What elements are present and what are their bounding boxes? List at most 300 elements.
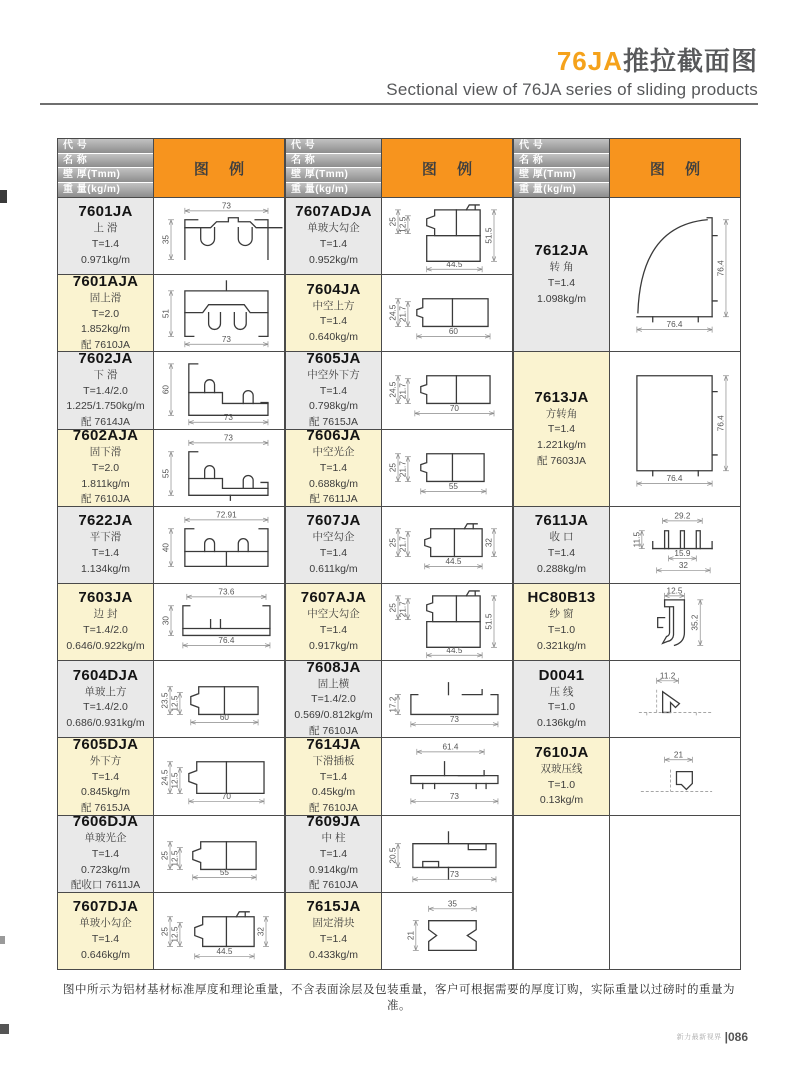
profile-weight: 0.952kg/m [308,253,359,266]
profile-diagram-cell [382,430,512,506]
page-subtitle: Sectional view of 76JA series of sliding products [386,80,758,100]
table-header [514,139,740,197]
legend-header: 图 例 [382,139,512,197]
profile-thickness: T=1.4 [319,847,348,860]
svg-text:12.5: 12.5 [170,695,180,712]
profile-row-7604JA [286,274,512,351]
profile-weight: 1.221kg/m [536,439,587,452]
profile-row-7604DJA [58,660,284,737]
profile-row-7615JA [286,892,512,969]
header-field-labels [58,139,154,197]
profile-diagram [154,198,284,274]
profile-row-7609JA [286,815,512,892]
svg-text:60: 60 [448,327,458,337]
svg-text:73.6: 73.6 [218,587,235,597]
svg-text:55: 55 [448,481,458,491]
profile-info-cell [58,349,154,429]
svg-text:15.9: 15.9 [674,548,691,558]
profile-diagram [382,661,512,737]
profile-diagram [610,198,740,351]
profile-name: 固上滑 [89,291,122,304]
profile-table-group-3 [513,138,741,970]
svg-text:70: 70 [221,792,231,802]
profile-weight: 0.321kg/m [536,639,587,652]
profile-diagram [610,507,740,583]
svg-text:44.5: 44.5 [216,946,233,956]
profile-weight: 0.686/0.931kg/m [66,717,145,730]
profile-diagram [382,507,512,583]
profile-row-7613JA [514,351,740,505]
profile-info-cell [58,198,154,274]
profile-row-7603JA [58,583,284,660]
svg-text:76.4: 76.4 [218,635,235,645]
svg-text:76.4: 76.4 [716,260,726,277]
profile-match-note: 配 7610JA [80,339,131,352]
svg-text:35: 35 [161,234,171,245]
profile-diagram-cell [610,816,740,969]
profile-diagram-cell [154,430,284,506]
svg-text:21: 21 [406,930,416,940]
profile-weight: 0.646kg/m [80,948,131,961]
page-number: |086 [724,1030,748,1044]
profile-weight: 1.852kg/m [80,323,131,336]
svg-text:12.5: 12.5 [398,216,408,233]
profile-diagram-cell [382,893,512,969]
header-field: 壁 厚(Tmm) [286,168,381,183]
svg-text:60: 60 [161,385,171,395]
profile-thickness: T=2.0 [91,307,120,320]
profile-weight: 0.917kg/m [308,639,359,652]
profile-diagram [610,584,740,660]
svg-text:70: 70 [449,404,459,414]
profile-code: 7609JA [306,813,361,831]
profile-match-note: 配 7615JA [308,416,359,429]
profile-spec-table [57,138,741,970]
profile-weight: 0.569/0.812kg/m [294,709,373,722]
profile-info-cell [286,813,382,892]
profile-name: 中空勾企 [312,531,355,544]
profile-diagram-cell [610,352,740,505]
header-field: 代 号 [514,139,609,154]
profile-weight: 0.433kg/m [308,948,359,961]
header-rule [40,103,758,105]
profile-weight: 0.798kg/m [308,400,359,413]
profile-thickness: T=1.4 [547,423,576,436]
profile-code: HC80B13 [527,589,596,607]
profile-weight: 0.611kg/m [309,562,358,575]
svg-text:32: 32 [256,926,266,936]
profile-info-cell [286,275,382,351]
profile-info-cell [514,584,610,660]
svg-text:61.4: 61.4 [442,742,459,752]
profile-name: 固定滑块 [312,917,355,930]
svg-text:51: 51 [161,309,171,319]
svg-text:23.5: 23.5 [160,692,170,709]
profile-diagram-cell [382,738,512,814]
profile-diagram [382,352,512,428]
svg-text:73: 73 [449,792,459,802]
page-title-accent: 76JA [556,46,623,76]
profile-name: 平下滑 [89,531,122,544]
profile-thickness: T=1.4 [319,932,348,945]
profile-match-note: 配 7614JA [80,416,131,429]
profile-thickness: T=1.4 [319,384,348,397]
svg-text:40: 40 [161,542,171,552]
svg-text:55: 55 [219,867,230,877]
profile-info-cell [286,893,382,969]
profile-info-cell [286,349,382,429]
profile-code: 7601AJA [72,272,139,290]
svg-text:76.4: 76.4 [666,320,683,330]
profile-name: 单玻大勾企 [307,222,360,235]
svg-text:35.2: 35.2 [690,614,700,631]
svg-text:24.5: 24.5 [388,304,398,321]
profile-diagram-cell [154,584,284,660]
profile-thickness: T=1.4 [91,770,120,783]
profile-row-7606DJA [58,815,284,892]
profile-diagram-cell [154,275,284,351]
scan-artifact-mark [0,190,7,203]
svg-text:73: 73 [449,869,459,879]
profile-match-note: 配 7615JA [80,802,131,815]
profile-diagram [382,816,512,892]
profile-diagram [154,430,284,506]
profile-diagram-cell [610,507,740,583]
profile-row-7605JA [286,351,512,428]
page-header [386,46,758,100]
profile-info-cell [58,584,154,660]
profile-thickness: T=2.0 [91,461,120,474]
profile-row-7622JA [58,506,284,583]
header-field-labels [514,139,610,197]
profile-weight: 0.646/0.922kg/m [66,639,145,652]
profile-match-note: 配 7610JA [80,493,131,506]
svg-text:11.5: 11.5 [632,531,642,548]
profile-diagram [382,738,512,814]
profile-diagram [154,507,284,583]
profile-code: 7622JA [78,512,133,530]
table-header [286,139,512,197]
profile-diagram [382,893,512,969]
svg-text:55: 55 [161,468,171,478]
profile-code: 7602JA [78,349,133,367]
profile-name: 双玻压线 [540,762,583,775]
profile-diagram-cell [154,352,284,428]
profile-diagram-cell [382,661,512,737]
profile-diagram-cell [154,893,284,969]
profile-diagram [382,430,512,506]
svg-text:73: 73 [221,201,231,211]
profile-info-cell [514,198,610,351]
profile-info-cell [58,893,154,969]
svg-text:25: 25 [160,926,170,936]
profile-match-note: 配 7610JA [308,802,359,815]
profile-thickness: T=1.0 [547,624,576,637]
legend-header: 图 例 [154,139,284,197]
svg-text:12.5: 12.5 [170,772,180,789]
profile-weight: 1.134kg/m [80,562,131,575]
profile-row-7607DJA [58,892,284,969]
svg-text:73: 73 [223,413,233,423]
profile-name: 中 柱 [321,832,346,845]
svg-text:30: 30 [161,615,171,626]
profile-row-7601AJA [58,274,284,351]
profile-thickness: T=1.4/2.0 [83,384,128,397]
profile-match-note: 配 7610JA [308,724,359,737]
empty-row [514,815,740,969]
profile-info-cell [514,816,610,969]
svg-text:73: 73 [221,334,231,344]
profile-thickness: T=1.4 [319,770,348,783]
header-field-labels [286,139,382,197]
scan-artifact-mark [0,1024,9,1034]
profile-row-7612JA [514,197,740,351]
profile-row-7601JA [58,197,284,274]
profile-diagram-cell [610,198,740,351]
profile-diagram-cell [382,584,512,660]
profile-diagram [382,275,512,351]
profile-row-7607AJA [286,583,512,660]
profile-weight: 1.811kg/m [81,477,130,490]
profile-thickness: T=1.4/2.0 [83,701,128,714]
svg-text:12.5: 12.5 [666,586,683,596]
table-header [58,139,284,197]
svg-text:25: 25 [388,537,398,547]
page-title [386,46,758,77]
profile-code: 7605JA [306,349,361,367]
profile-code: 7607ADJA [295,203,372,221]
profile-name: 外下方 [89,754,122,767]
profile-info-cell [514,738,610,814]
profile-info-cell [58,272,154,352]
profile-weight: 0.640kg/m [308,331,359,344]
profile-name: 下 滑 [93,368,118,381]
profile-diagram-cell [382,816,512,892]
svg-text:73: 73 [449,714,459,724]
svg-text:35: 35 [447,899,458,909]
profile-code: 7602AJA [72,427,139,445]
profile-thickness: T=1.4 [91,546,120,559]
profile-name: 中空大勾企 [307,608,360,621]
svg-text:76.4: 76.4 [716,415,726,432]
page-title-cn: 推拉截面图 [622,46,758,76]
svg-text:11.2: 11.2 [659,671,676,681]
header-field: 重 量(kg/m) [286,183,381,198]
header-field: 壁 厚(Tmm) [514,168,609,183]
svg-text:21.7: 21.7 [398,383,408,400]
profile-code: 7606JA [306,427,361,445]
profile-info-cell [58,813,154,892]
profile-info-cell [514,661,610,737]
header-field: 代 号 [58,139,153,154]
profile-weight: 0.971kg/m [80,253,131,266]
profile-diagram-cell [154,816,284,892]
profile-weight: 0.45kg/m [311,786,356,799]
svg-text:24.5: 24.5 [160,769,170,786]
profile-diagram [154,352,284,428]
profile-name: 中空外下方 [307,368,360,381]
profile-table-group-1 [57,138,285,970]
svg-text:32: 32 [484,537,494,547]
profile-name: 边 封 [93,608,118,621]
profile-diagram [610,352,740,505]
profile-diagram [154,893,284,969]
profile-code: 7603JA [78,589,133,607]
svg-text:21.7: 21.7 [398,535,408,552]
profile-code: 7601JA [78,203,133,221]
profile-diagram [382,198,512,274]
profile-name: 单玻光企 [84,832,127,845]
profile-name: 单玻小勾企 [79,917,132,930]
svg-text:21: 21 [673,750,684,760]
profile-row-7611JA [514,506,740,583]
profile-thickness: T=1.4/2.0 [83,624,128,637]
profile-info-cell [286,735,382,815]
header-field: 壁 厚(Tmm) [58,168,153,183]
profile-weight: 0.688kg/m [308,477,359,490]
profile-thickness: T=1.4 [547,547,576,559]
header-field: 重 量(kg/m) [58,183,153,198]
profile-diagram [154,275,284,351]
profile-thickness: T=1.0 [547,778,576,791]
profile-thickness: T=1.4 [319,238,348,251]
profile-thickness: T=1.4 [319,624,348,637]
profile-thickness: T=1.4 [319,461,348,474]
profile-name: 中空上方 [312,299,355,312]
profile-diagram-cell [154,198,284,274]
profile-info-cell [514,507,610,583]
profile-row-7602AJA [58,429,284,506]
profile-match-note: 配 7610JA [308,879,359,892]
footer-brand: 新力最新视界 [676,1034,722,1041]
svg-text:25: 25 [388,462,398,472]
profile-weight: 1.098kg/m [536,292,587,305]
profile-weight: 0.723kg/m [80,863,131,876]
profile-row-7608JA [286,660,512,737]
scan-artifact-mark [0,936,5,944]
profile-diagram-cell [382,275,512,351]
profile-diagram [382,584,512,660]
profile-diagram [154,661,284,737]
profile-thickness: T=1.4 [319,315,348,328]
profile-diagram-cell [154,738,284,814]
profile-diagram [610,661,740,737]
header-field: 名 称 [286,154,381,169]
svg-text:17.2: 17.2 [388,696,398,713]
svg-text:44.5: 44.5 [445,556,462,566]
profile-name: 中空光企 [312,446,355,459]
profile-info-cell [58,735,154,815]
profile-code: 7607JA [306,512,361,530]
profile-name: 下滑插板 [312,754,355,767]
profile-diagram-cell [154,661,284,737]
profile-row-7610JA [514,737,740,814]
profile-name: 压 线 [549,685,574,698]
svg-text:21.7: 21.7 [398,601,408,618]
profile-weight: 0.13kg/m [539,794,584,807]
profile-name: 方转角 [545,407,578,420]
profile-info-cell [286,584,382,660]
svg-text:25: 25 [160,850,170,860]
profile-weight: 0.914kg/m [308,863,359,876]
profile-name: 单玻上方 [84,685,127,698]
profile-weight: 0.136kg/m [536,717,587,730]
profile-code: 7604DJA [72,666,139,684]
svg-text:12.5: 12.5 [170,850,180,867]
profile-weight: 0.845kg/m [80,786,131,799]
svg-text:32: 32 [678,560,688,570]
profile-name: 转 角 [549,261,574,274]
profile-name: 纱 窗 [549,608,574,621]
profile-info-cell [286,507,382,583]
profile-weight: 0.288kg/m [536,562,587,575]
profile-weight: 1.225/1.750kg/m [66,400,145,413]
svg-text:20.5: 20.5 [388,847,398,864]
profile-thickness: T=1.4 [91,932,120,945]
profile-diagram [154,584,284,660]
profile-code: 7604JA [306,280,361,298]
profile-row-7605DJA [58,737,284,814]
profile-thickness: T=1.4 [91,238,120,251]
svg-text:25: 25 [388,603,398,613]
svg-text:44.5: 44.5 [446,645,463,655]
footer-note: 图中所示为铝材基材标准厚度和理论重量，不含表面涂层及包装重量，客户可根据需要的厚度订购，实际重量以过磅时的重量为准。 [63,984,735,1012]
profile-info-cell [286,198,382,274]
profile-diagram [154,738,284,814]
svg-text:76.4: 76.4 [666,474,683,484]
profile-name: 固下滑 [89,446,122,459]
profile-row-HC80B13 [514,583,740,660]
header-field: 名 称 [58,154,153,169]
svg-text:60: 60 [219,712,230,722]
profile-diagram-cell [382,198,512,274]
svg-text:51.5: 51.5 [484,227,494,244]
svg-text:29.2: 29.2 [674,511,691,521]
profile-row-7607ADJA [286,197,512,274]
profile-diagram [154,816,284,892]
svg-text:24.5: 24.5 [388,381,398,398]
profile-info-cell [514,352,610,505]
svg-text:51.5: 51.5 [484,613,494,630]
profile-thickness: T=1.4/2.0 [311,693,356,706]
profile-code: D0041 [538,666,585,684]
profile-thickness: T=1.4 [547,276,576,289]
svg-text:72.91: 72.91 [216,510,237,520]
profile-thickness: T=1.4 [319,546,348,559]
profile-row-D0041 [514,660,740,737]
svg-text:21.7: 21.7 [398,460,408,477]
profile-name: 收 口 [549,531,574,544]
profile-match-note: 配收口 7611JA [70,879,141,892]
profile-match-note: 配 7603JA [536,454,587,467]
svg-text:12.5: 12.5 [170,926,180,943]
profile-info-cell [58,661,154,737]
profile-code: 7607DJA [72,898,139,916]
profile-row-7614JA [286,737,512,814]
profile-name: 固上横 [317,677,350,690]
svg-text:25: 25 [388,217,398,227]
profile-code: 7612JA [534,242,589,260]
profile-diagram-cell [610,584,740,660]
profile-name: 上 滑 [93,222,118,235]
profile-info-cell [286,427,382,506]
header-field: 代 号 [286,139,381,154]
profile-code: 7611JA [534,512,589,530]
legend-header: 图 例 [610,139,740,197]
profile-row-7607JA [286,506,512,583]
profile-diagram [610,738,740,814]
header-field: 名 称 [514,154,609,169]
